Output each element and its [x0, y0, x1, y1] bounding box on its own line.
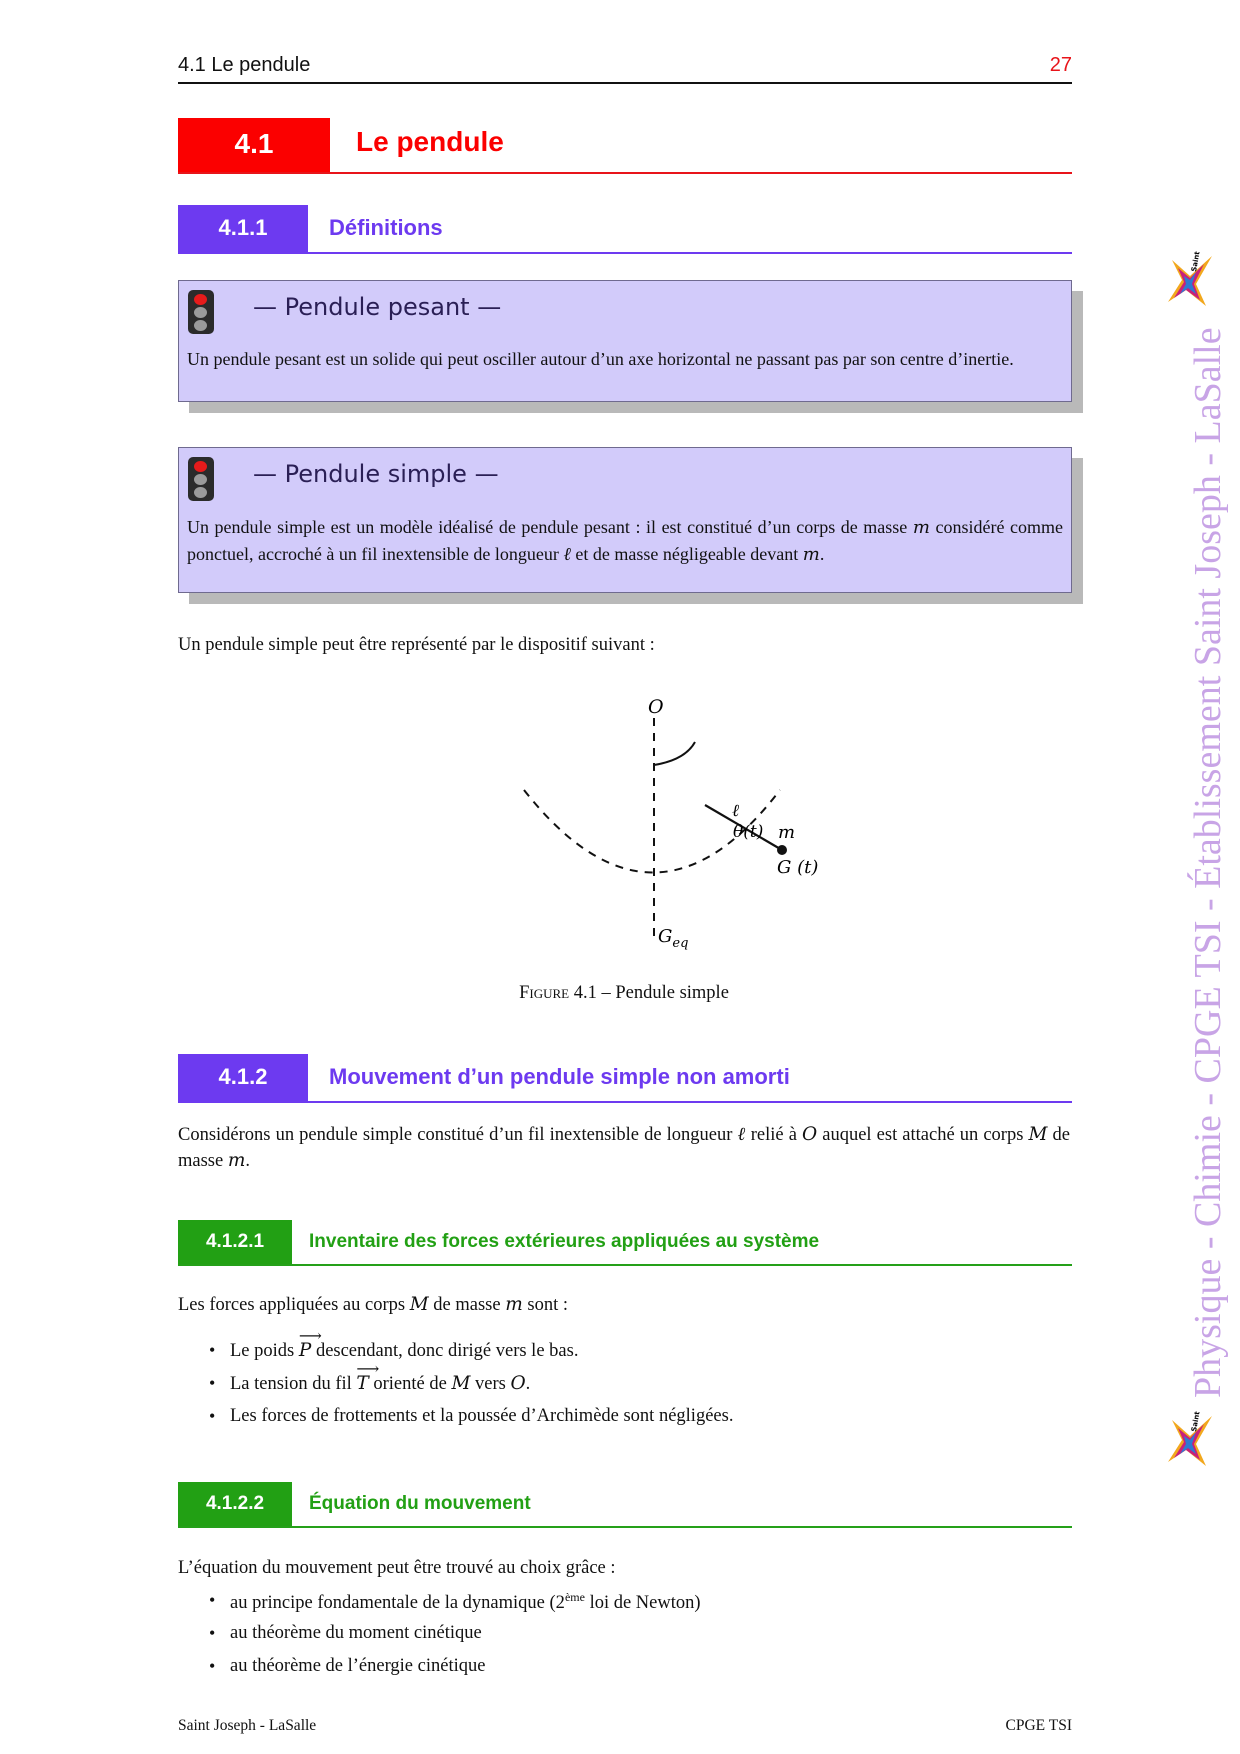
school-logo-bottom	[1160, 1410, 1220, 1470]
subsubsection-heading-equation	[178, 1482, 1072, 1528]
subsubsection-title: Équation du mouvement	[309, 1493, 531, 1514]
traffic-light-icon	[188, 290, 214, 334]
math-m: m	[802, 544, 820, 565]
subsection-number: 4.1.1	[178, 205, 308, 252]
motion-paragraph: Considérons un pendule simple constitué d’un fil inextensible de longueur ℓ relié à O auquel est attaché un corps M de masse m.	[178, 1124, 1070, 1171]
definition-body: Un pendule simple est un modèle idéalisé de pendule pesant : il est constitué d’un corps de masse m considéré comme ponctuel, accroché à un fil inextensible de longueur ℓ et de masse négligeable devant m.	[187, 517, 1063, 565]
label-theta: θ(t)	[733, 822, 764, 842]
definition-box-pendule-simple	[178, 447, 1072, 593]
label-l: ℓ	[732, 801, 740, 821]
subsection-heading-motion	[178, 1054, 1072, 1103]
page-number: 27	[1049, 54, 1072, 76]
subsubsection-number: 4.1.2.1	[178, 1220, 292, 1264]
footer-left: Saint Joseph - LaSalle	[178, 1717, 317, 1734]
section-title: Le pendule	[356, 126, 504, 157]
list-item: • Les forces de frottements et la poussée d’Archimède sont négligées.	[178, 1406, 1070, 1439]
definition-title: — Pendule simple —	[253, 460, 499, 488]
math-l: ℓ	[563, 544, 571, 565]
subsubsection-heading-forces	[178, 1220, 1072, 1266]
label-m: m	[778, 822, 796, 843]
figure-caption: Figure 4.1 – Pendule simple	[519, 983, 729, 1003]
definition-body: Un pendule pesant est un solide qui peut osciller autour d’un axe horizontal ne passant pas par son centre d’inertie.	[187, 349, 1014, 369]
subsection-title: Définitions	[329, 215, 443, 240]
list-item: • La tension du fil ⟶ T orienté de M vers O.	[178, 1373, 1070, 1406]
list-item: • au théorème de l’énergie cinétique	[178, 1656, 1070, 1689]
subsection-heading-definitions	[178, 205, 1072, 254]
label-O: O	[648, 696, 664, 718]
methods-list	[178, 1590, 1070, 1689]
pendulum-mass	[777, 845, 787, 855]
math-m: m	[912, 517, 930, 538]
list-item: • au théorème du moment cinétique	[178, 1623, 1070, 1656]
section-number: 4.1	[178, 118, 330, 172]
footer-right: CPGE TSI	[1005, 1717, 1072, 1734]
subsection-number: 4.1.2	[178, 1054, 308, 1101]
list-item: • au principe fondamentale de la dynamique (2ème loi de Newton)	[178, 1590, 1070, 1623]
traffic-light-icon	[188, 457, 214, 501]
subsubsection-title: Inventaire des forces extérieures appliquées au système	[309, 1231, 820, 1252]
definition-box-pendule-pesant	[178, 280, 1072, 402]
running-title: 4.1 Le pendule	[178, 54, 311, 76]
forces-intro: Les forces appliquées au corps M de masse m sont :	[178, 1294, 568, 1315]
subsection-title: Mouvement d’un pendule simple non amorti	[329, 1064, 790, 1089]
running-header	[178, 52, 1072, 84]
label-Geq: $G_{eq}$	[658, 926, 689, 951]
angle-arc-top	[654, 742, 695, 765]
label-G: G (t)	[777, 857, 819, 878]
intro-paragraph: Un pendule simple peut être représenté par le dispositif suivant :	[178, 635, 655, 655]
definition-title: — Pendule pesant —	[253, 293, 502, 321]
side-band-text: Physique - Chimie - CPGE TSI - Établissement Saint Joseph - LaSalle	[1187, 327, 1229, 1398]
list-item: • Le poids ⟶ P descendant, donc dirigé vers le bas.	[178, 1340, 1070, 1373]
section-heading	[178, 118, 1072, 174]
forces-list	[178, 1326, 1070, 1439]
pendulum-figure	[500, 690, 840, 965]
equation-intro: L’équation du mouvement peut être trouvé au choix grâce :	[178, 1558, 616, 1578]
subsubsection-number: 4.1.2.2	[178, 1482, 292, 1526]
